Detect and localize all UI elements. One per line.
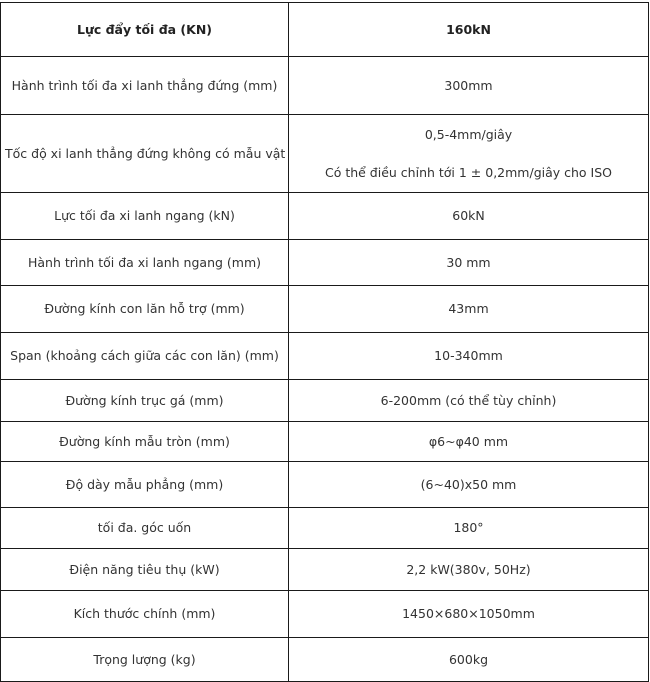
row-value: 43mm [289,286,649,333]
table-row [1,638,649,682]
spec-table [0,2,649,682]
row-label: Đường kính con lăn hỗ trợ (mm) [1,286,289,333]
table-row [1,286,649,333]
row-value: 600kg [289,638,649,682]
row-value: φ6~φ40 mm [289,422,649,462]
header-value-cell: 160kN [289,3,649,57]
table-row [1,591,649,638]
table-row [1,240,649,286]
table-row [1,549,649,591]
row-value: 10-340mm [289,333,649,380]
header-label-cell: Lực đẩy tối đa (KN) [1,3,289,57]
table-row [1,508,649,549]
row-value: 2,2 kW(380v, 50Hz) [289,549,649,591]
table-row [1,115,649,193]
row-value: 1450×680×1050mm [289,591,649,638]
row-label: Đường kính trục gá (mm) [1,380,289,422]
row-label: Lực tối đa xi lanh ngang (kN) [1,193,289,240]
row-label: Kích thước chính (mm) [1,591,289,638]
table-row [1,380,649,422]
table-header-row [1,3,649,57]
row-label: Trọng lượng (kg) [1,638,289,682]
row-label: Đường kính mẫu tròn (mm) [1,422,289,462]
row-value [289,115,649,193]
row-label: Hành trình tối đa xi lanh ngang (mm) [1,240,289,286]
row-value: 180° [289,508,649,549]
row-value: 6-200mm (có thể tùy chỉnh) [289,380,649,422]
table-row [1,57,649,115]
table-row [1,333,649,380]
row-label: Hành trình tối đa xi lanh thẳng đứng (mm) [1,57,289,115]
row-label: Span (khoảng cách giữa các con lăn) (mm) [1,333,289,380]
row-label: Tốc độ xi lanh thẳng đứng không có mẫu vật [1,115,289,193]
row-value: 300mm [289,57,649,115]
row-label: tối đa. góc uốn [1,508,289,549]
row-label: Độ dày mẫu phẳng (mm) [1,462,289,508]
row-value-line-2: Có thể điều chỉnh tới 1 ± 0,2mm/giây cho ISO [324,164,613,180]
row-value: 60kN [289,193,649,240]
row-value-line-1: 0,5-4mm/giây [424,126,513,142]
table-row [1,193,649,240]
table-row [1,422,649,462]
table-row [1,462,649,508]
row-value: 30 mm [289,240,649,286]
row-value: (6~40)x50 mm [289,462,649,508]
row-label: Điện năng tiêu thụ (kW) [1,549,289,591]
